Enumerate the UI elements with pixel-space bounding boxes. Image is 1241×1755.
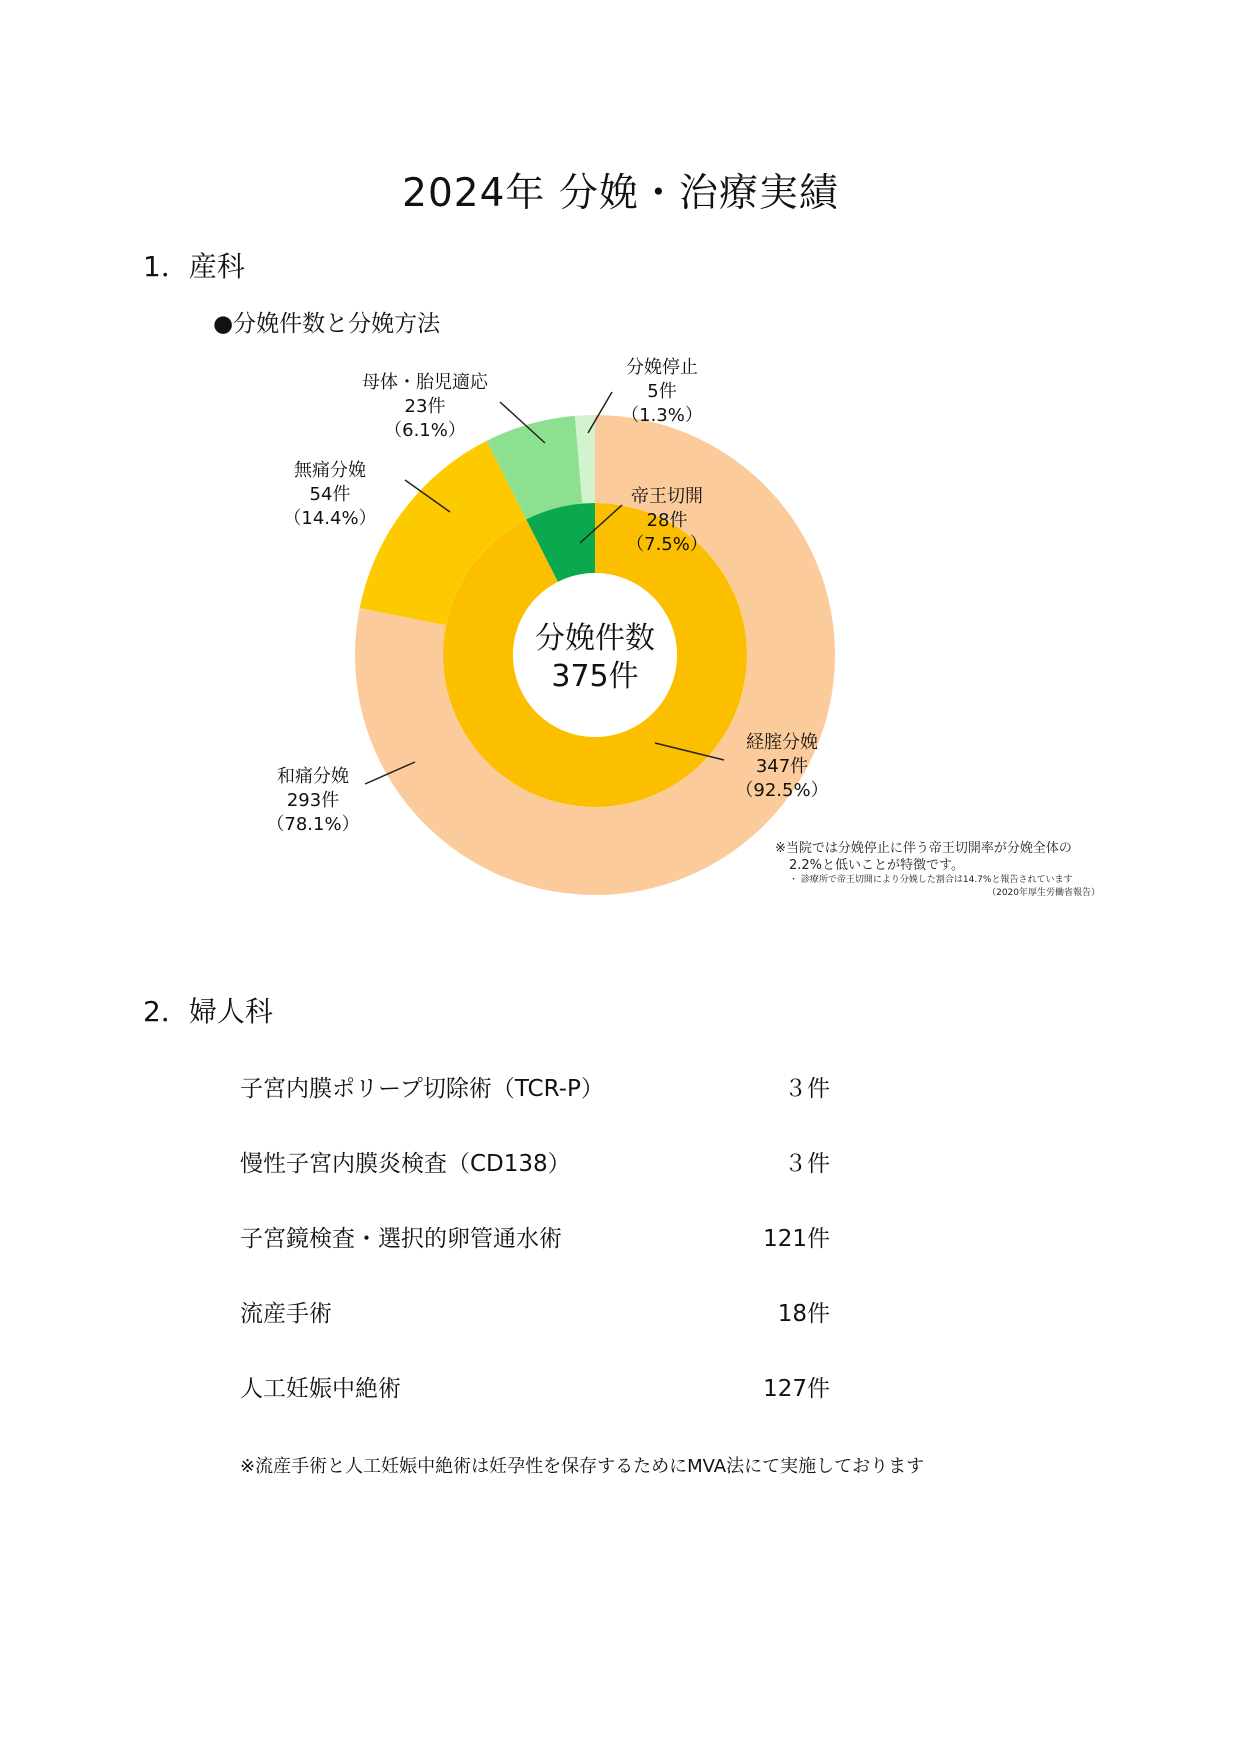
procedure-name: 子宮鏡検査・選択的卵管通水術 xyxy=(240,1226,562,1252)
label-maternal-percent: （6.1%） xyxy=(384,420,466,441)
procedure-name: 慢性子宮内膜炎検査（CD138） xyxy=(240,1151,571,1177)
note-line-3: ・ 診療所で帝王切開により分娩した割合は14.7%と報告されています xyxy=(789,875,1073,885)
note-line-1: ※当院では分娩停止に伴う帝王切開率が分娩全体の xyxy=(775,841,1072,856)
label-painless-percent: （14.4%） xyxy=(283,508,377,529)
procedure-count: 127件 xyxy=(763,1376,830,1402)
label-maternal-count: 23件 xyxy=(404,396,446,417)
procedure-count: ３件 xyxy=(784,1076,830,1102)
center-label-title: 分娩件数 xyxy=(535,621,655,656)
label-arrest-percent: （1.3%） xyxy=(621,405,703,426)
label-painless-name: 無痛分娩 xyxy=(294,460,366,481)
label-vaginal-percent: （92.5%） xyxy=(735,780,829,801)
procedure-name: 子宮内膜ポリープ切除術（TCR-P） xyxy=(240,1076,604,1102)
procedure-row xyxy=(240,1145,830,1220)
procedure-row xyxy=(240,1295,830,1370)
procedure-count: ３件 xyxy=(784,1151,830,1177)
procedure-row xyxy=(240,1370,830,1445)
note-line-2: 2.2%と低いことが特徴です。 xyxy=(789,858,964,873)
label-cesarean-count: 28件 xyxy=(646,510,688,531)
center-label-total: 375件 xyxy=(551,659,639,694)
chart-notes xyxy=(775,840,1155,900)
procedure-row xyxy=(240,1070,830,1145)
label-maternal-name: 母体・胎児適応 xyxy=(362,372,488,393)
label-cesarean-percent: （7.5%） xyxy=(626,534,708,555)
label-soft-count: 293件 xyxy=(286,790,340,811)
label-painless-count: 54件 xyxy=(309,484,351,505)
gynecology-footnote: ※流産手術と人工妊娠中絶術は妊孕性を保存するためにMVA法にて実施しております xyxy=(240,1456,925,1477)
label-vaginal-name: 経腟分娩 xyxy=(746,732,818,753)
procedure-table xyxy=(240,1070,830,1445)
note-line-4: （2020年厚生労働省報告） xyxy=(987,888,1100,898)
label-arrest-name: 分娩停止 xyxy=(626,357,698,378)
procedure-name: 人工妊娠中絶術 xyxy=(240,1376,401,1402)
procedure-row xyxy=(240,1220,830,1295)
label-cesarean-name: 帝王切開 xyxy=(631,486,703,507)
obstetrics-heading: 1．産科 xyxy=(143,250,245,283)
label-vaginal-count: 347件 xyxy=(755,756,809,777)
procedure-name: 流産手術 xyxy=(240,1301,332,1327)
page-title: 2024年 分娩・治療実績 xyxy=(402,171,839,216)
gynecology-heading: 2．婦人科 xyxy=(143,995,273,1028)
procedure-count: 121件 xyxy=(763,1226,830,1252)
label-soft-percent: （78.1%） xyxy=(266,814,360,835)
delivery-chart-subheading: ●分娩件数と分娩方法 xyxy=(213,311,441,337)
procedure-count: 18件 xyxy=(777,1301,830,1327)
label-arrest-count: 5件 xyxy=(647,381,677,402)
label-soft-name: 和痛分娩 xyxy=(277,766,349,787)
